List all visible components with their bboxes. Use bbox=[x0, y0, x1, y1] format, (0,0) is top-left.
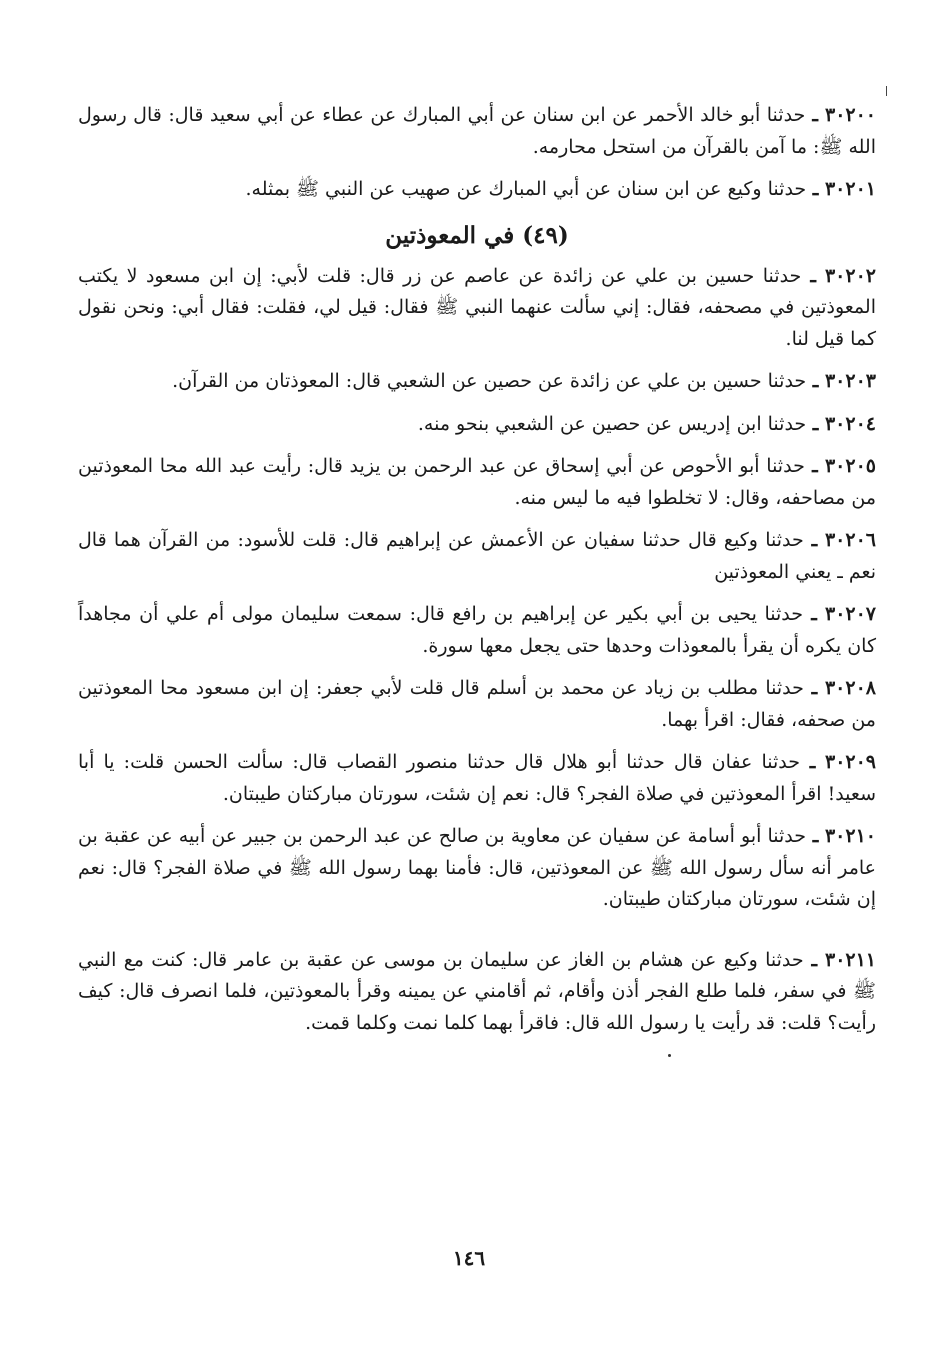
hadith-entry bbox=[78, 409, 876, 441]
hadith-entry bbox=[78, 100, 876, 163]
hadith-entry bbox=[78, 174, 876, 206]
separator-dash: ـ bbox=[806, 412, 825, 435]
hadith-number: ٣٠٢٠٩ bbox=[824, 751, 877, 773]
stray-dot bbox=[668, 1054, 671, 1057]
hadith-number: ٣٠٢٠٨ bbox=[824, 677, 876, 699]
separator-dash: ـ bbox=[805, 104, 825, 126]
hadith-entry bbox=[78, 451, 876, 514]
hadith-text: حدثنا أبو الأحوص عن أبي إسحاق عن عبد الرحمن بن يزيد قال: رأيت عبد الله محا المعوذتين من مصاحفه، وقال: لا تخلطوا فيه ما ليس منه. bbox=[78, 455, 876, 509]
separator-dash: ـ bbox=[804, 455, 825, 477]
section-heading: (٤٩) في المعوذتين bbox=[385, 221, 569, 249]
hadith-number: ٣٠٢٠٧ bbox=[824, 603, 877, 625]
hadith-entry bbox=[78, 366, 876, 398]
hadith-number: ٣٠٢٠٣ bbox=[824, 370, 876, 392]
separator-dash: ـ bbox=[803, 603, 825, 625]
spacer bbox=[78, 927, 876, 945]
hadith-number: ٣٠٢٠٠ bbox=[824, 104, 877, 126]
hadith-entry bbox=[78, 747, 876, 810]
hadith-text: حدثنا مطلب بن زياد عن محمد بن أسلم قال قلت لأبي جعفر: إن ابن مسعود محا المعوذتين من صحفه، فقال: اقرأ بهما. bbox=[78, 677, 876, 731]
separator-dash: ـ bbox=[803, 677, 825, 699]
margin-mark bbox=[886, 86, 887, 96]
hadith-entry bbox=[78, 673, 876, 736]
separator-dash: ـ bbox=[806, 370, 825, 392]
entries-after-section bbox=[78, 945, 876, 1040]
hadith-text: حدثنا ابن إدريس عن حصين عن الشعبي بنحو منه. bbox=[417, 412, 807, 435]
separator-dash: ـ bbox=[803, 529, 825, 551]
separator-dash: ـ bbox=[806, 825, 825, 847]
hadith-number: ٣٠٢٠٢ bbox=[824, 264, 876, 287]
hadith-entry bbox=[78, 821, 876, 916]
separator-dash: ـ bbox=[806, 178, 825, 200]
hadith-text: حدثنا أبو خالد الأحمر عن ابن سنان عن أبي المبارك عن عطاء عن أبي سعيد قال: قال رسول الله ﷺ: ما آمن بالقرآن من استحل محارمه. bbox=[78, 104, 876, 158]
hadith-text: حدثنا عفان قال حدثنا أبو هلال قال حدثنا منصور القصاب قال: سألت الحسن قلت: يا أبا سعيد! اقرأ المعوذتين في صلاة الفجر؟ قال: نعم إن شئت، سورتان مباركتان طيبتان. bbox=[78, 751, 876, 805]
page-number: ١٤٦ bbox=[452, 1246, 486, 1270]
hadith-number: ٣٠٢٠٥ bbox=[824, 455, 876, 477]
hadith-number: ٣٠٢٠٤ bbox=[824, 412, 876, 435]
hadith-text: حدثنا حسين بن علي عن زائدة عن عاصم عن زر قال: قلت لأبي: إن ابن مسعود لا يكتب المعوذتين في مصحفه، فقال: إني سألت عنهما النبي ﷺ فقال: قيل لي، فقلت: فقال أبي: ونحن نقول كما قيل لنا. bbox=[78, 264, 876, 350]
separator-dash: ـ bbox=[803, 948, 825, 971]
hadith-text: حدثنا يحيى بن أبي بكير عن إبراهيم بن رافع قال: سمعت سليمان مولى أم علي أن مجاهداً كان يكره أن يقرأ بالمعوذات وحدها حتى يجعل معها سورة. bbox=[78, 603, 876, 657]
hadith-text: حدثنا وكيع عن هشام بن الغاز عن سليمان بن موسى عن عقبة بن عامر قال: كنت مع النبي ﷺ في سفر، فلما طلع الفجر أذن وأقام، ثم أقامني عن يمينه وقرأ بالمعوذتين، فلما انصرف قال: كيف رأيت؟ قلت: قد رأيت يا رسول الله قال: فاقرأ بهما كلما نمت وكلما قمت. bbox=[78, 948, 876, 1034]
hadith-entry bbox=[78, 525, 876, 588]
hadith-text: حدثنا أبو أسامة عن سفيان عن معاوية بن صالح عن عبد الرحمن بن جبير عن أبيه عن عقبة بن عامر أنه سأل رسول الله ﷺ عن المعوذتين، قال: فأمنا بهما رسول الله ﷺ في صلاة الفجر؟ قال: نعم إن شئت، سورتان مباركتان طيبتان. bbox=[78, 825, 876, 910]
hadith-entry bbox=[78, 261, 876, 356]
hadith-entry bbox=[78, 945, 876, 1040]
hadith-number: ٣٠٢٠٦ bbox=[824, 529, 876, 551]
hadith-number: ٣٠٢١٠ bbox=[824, 825, 876, 847]
hadith-entry bbox=[78, 599, 876, 662]
page-body bbox=[78, 100, 876, 1050]
hadith-text: حدثنا وكيع قال حدثنا سفيان عن الأعمش عن إبراهيم قال: قلت للأسود: من القرآن هما قال نعم ـ يعني المعوذتين bbox=[78, 529, 876, 583]
separator-dash: ـ bbox=[800, 751, 825, 773]
hadith-text: حدثنا حسين بن علي عن زائدة عن حصين عن الشعبي قال: المعوذتان من القرآن. bbox=[172, 370, 807, 392]
entries-before-section bbox=[78, 100, 876, 206]
hadith-text: حدثنا وكيع عن ابن سنان عن أبي المبارك عن صهيب عن النبي ﷺ بمثله. bbox=[245, 178, 807, 200]
hadith-number: ٣٠٢١١ bbox=[824, 948, 877, 971]
separator-dash: ـ bbox=[801, 264, 825, 287]
entries-section bbox=[78, 261, 876, 916]
hadith-number: ٣٠٢٠١ bbox=[824, 178, 876, 200]
